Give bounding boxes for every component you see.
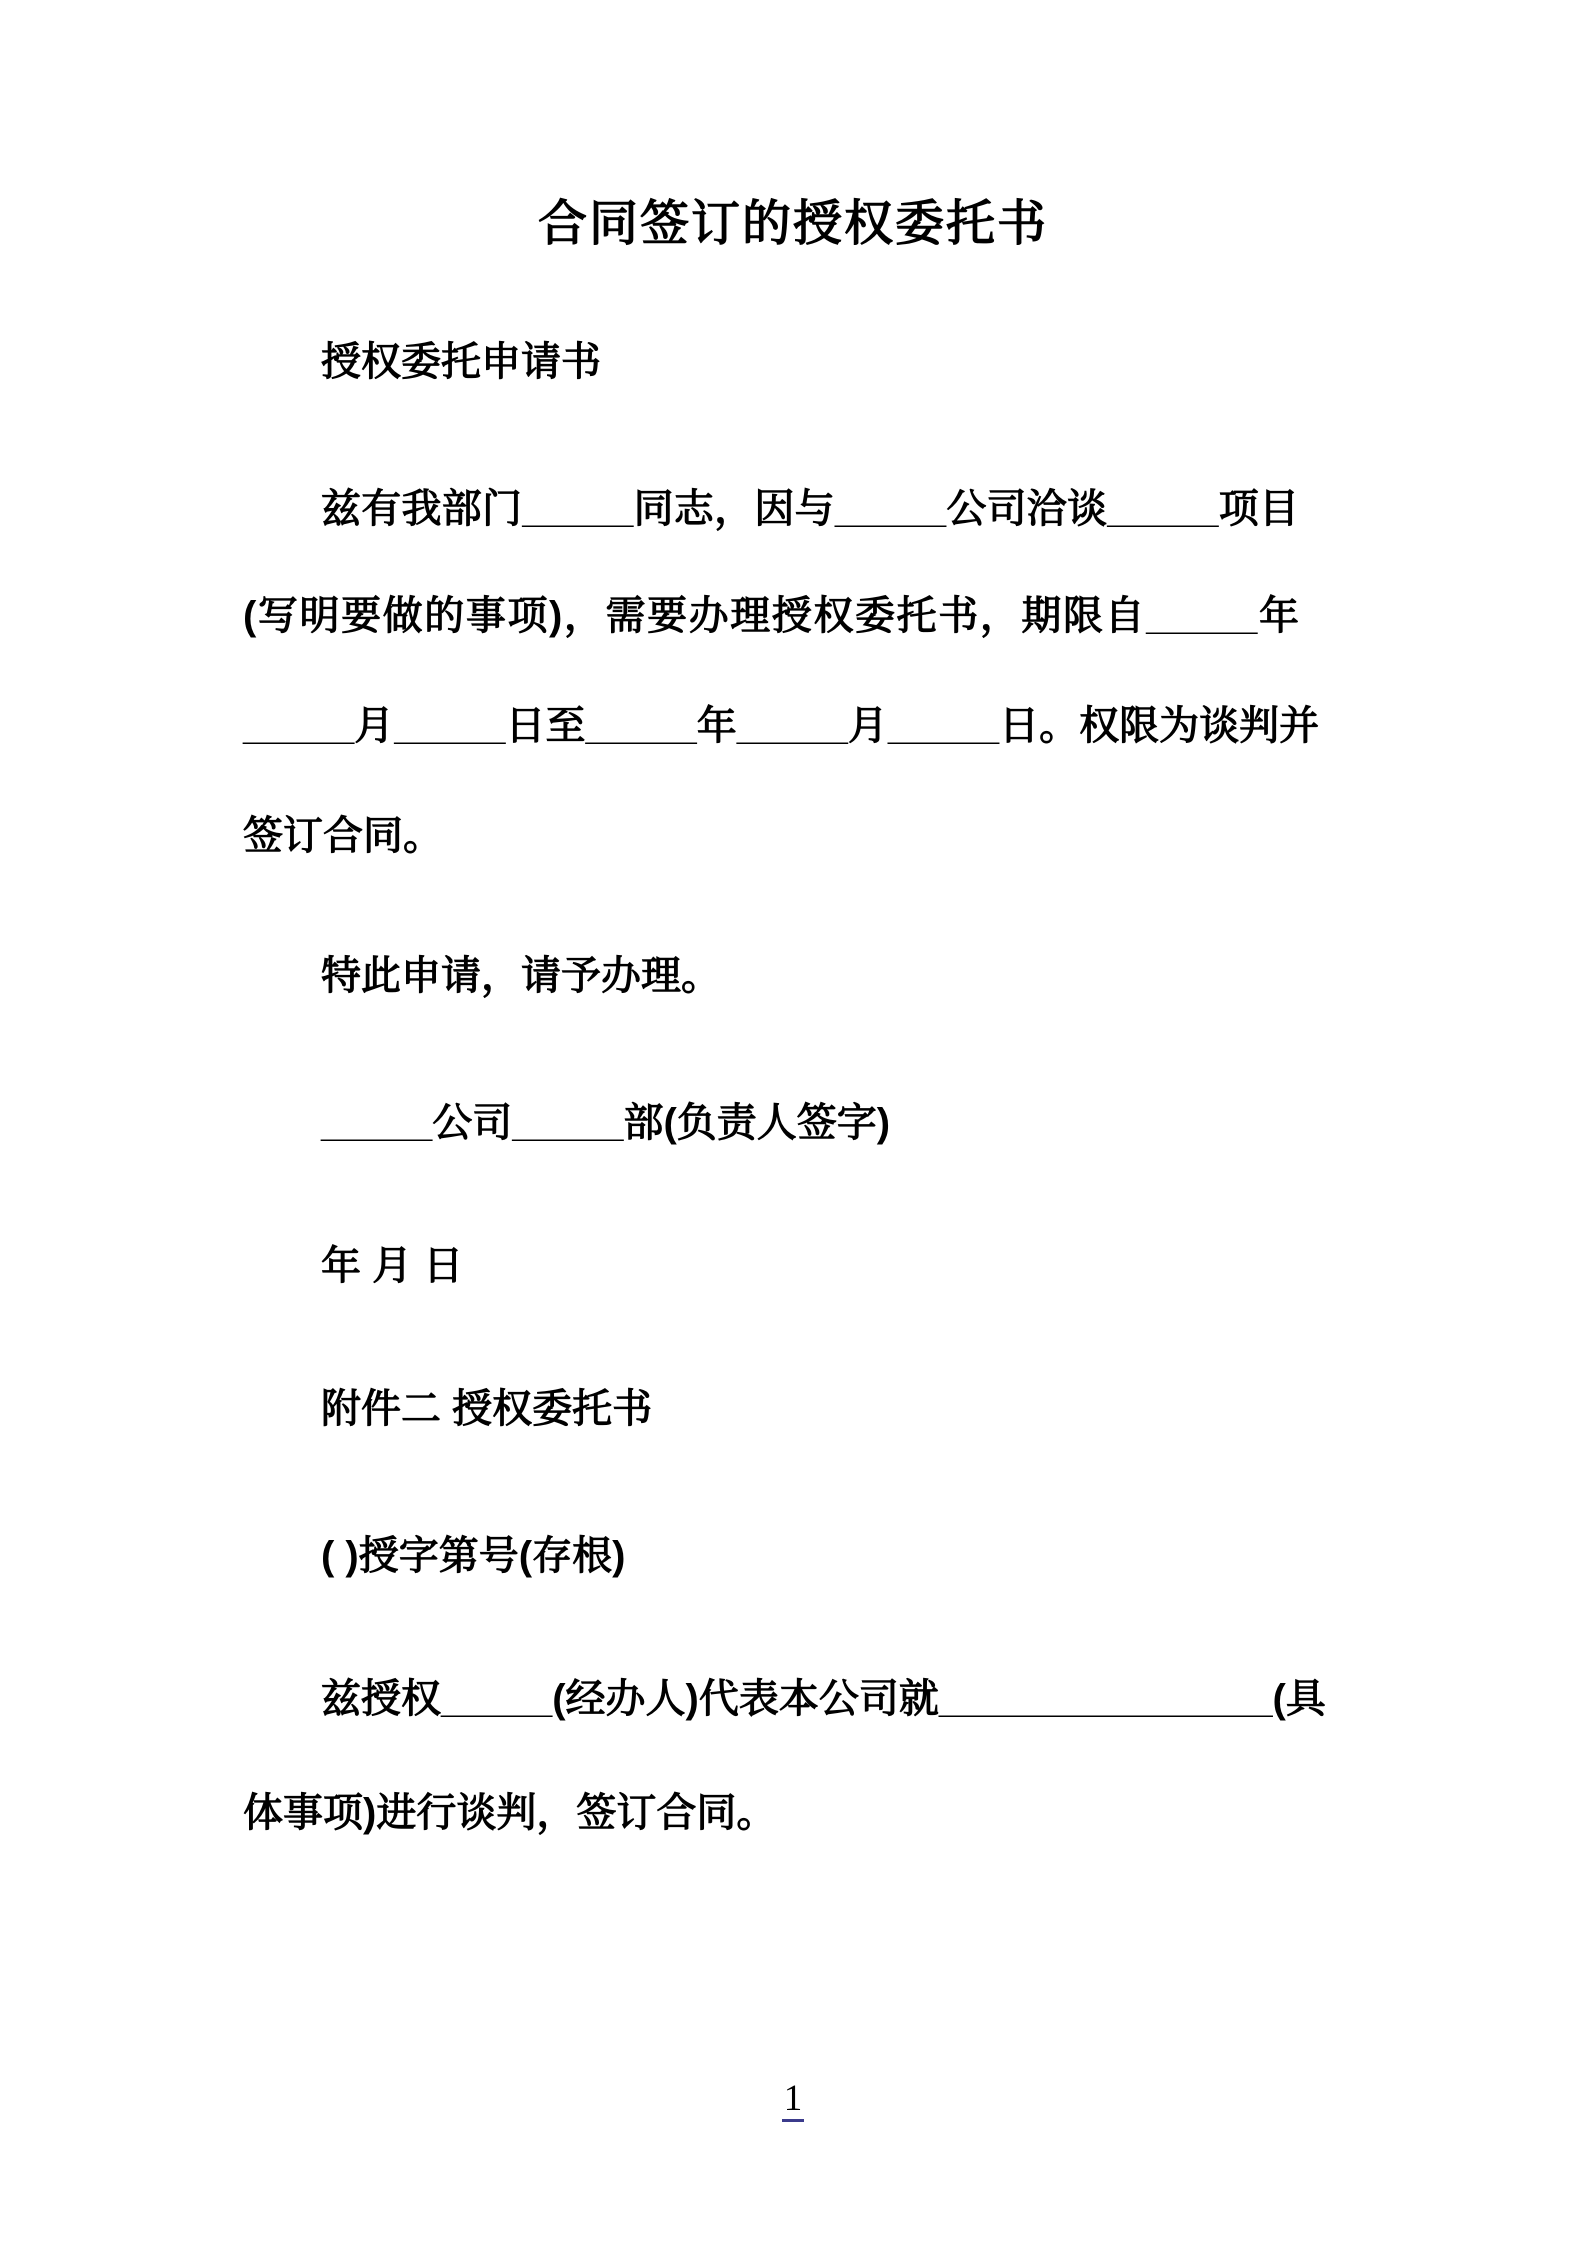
body-line: _____月_____日至_____年_____月_____日。权限为谈判并 [243, 704, 1320, 748]
body-line: 体事项)进行谈判，签订合同。 [243, 1791, 777, 1835]
page-footer [0, 2079, 1586, 2122]
body-line: 兹授权_____(经办人)代表本公司就_______________(具 [321, 1677, 1326, 1721]
body-line: (写明要做的事项)，需要办理授权委托书，期限自_____年 [243, 594, 1299, 638]
page-number: 1 [782, 2079, 805, 2122]
signature-line: _____公司_____部(负责人签字) [321, 1101, 891, 1145]
body-line: 兹有我部门_____同志，因与_____公司洽谈_____项目 [321, 487, 1299, 531]
document-title: 合同签订的授权委托书 [537, 197, 1048, 251]
serial-number-line: ( )授字第号(存根) [321, 1534, 626, 1578]
body-line: 签订合同。 [243, 814, 443, 858]
body-line: 特此申请，请予办理。 [321, 954, 721, 998]
date-line: 年 月 日 [321, 1244, 464, 1288]
application-heading: 授权委托申请书 [321, 340, 601, 384]
attachment-heading: 附件二 授权委托书 [321, 1387, 653, 1431]
